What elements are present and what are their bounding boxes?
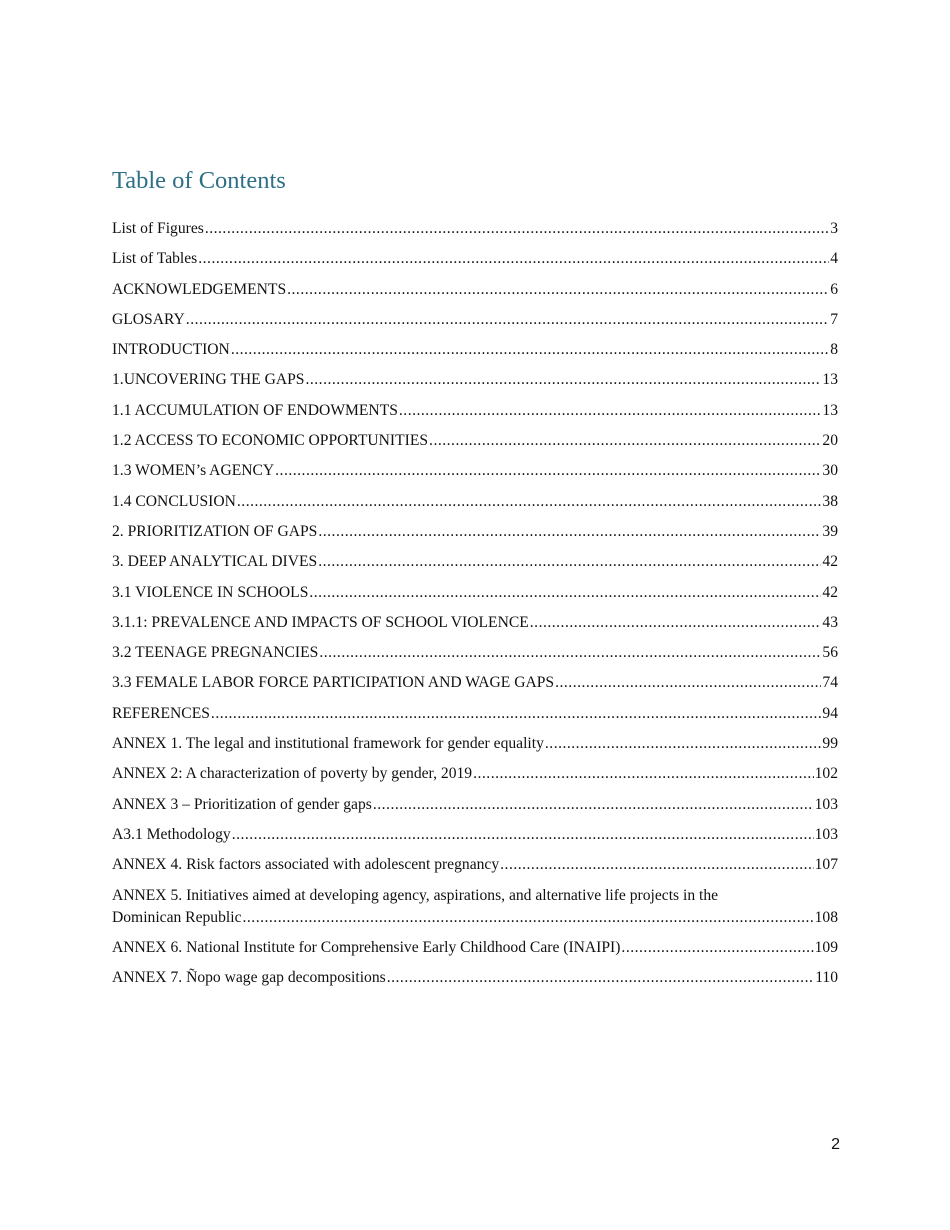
toc-entry-label: 3.2 TEENAGE PREGNANCIES — [112, 644, 319, 662]
toc-entry-uncovering-the-gaps[interactable] — [112, 369, 838, 391]
toc-entry-page: 30 — [822, 462, 838, 480]
toc-entry-page: 43 — [822, 613, 838, 631]
dot-leader — [211, 703, 821, 725]
dot-leader — [373, 794, 814, 816]
dot-leader — [318, 521, 821, 543]
toc-entry-page: 108 — [814, 908, 838, 926]
toc-entry-label-line2: Dominican Republic — [112, 908, 242, 926]
toc-entry-page: 56 — [822, 644, 838, 662]
dot-leader — [555, 672, 821, 694]
toc-entry-label-line1: ANNEX 5. Initiatives aimed at developing agency, aspirations, and alternative life projects in the — [112, 886, 719, 904]
toc-entry-label: ANNEX 3 – Prioritization of gender gaps — [112, 795, 372, 813]
toc-entry-a3-1-methodology[interactable] — [112, 824, 838, 846]
toc-entry-page: 103 — [814, 825, 838, 843]
toc-entry-label: 1.3 WOMEN’s AGENCY — [112, 462, 275, 480]
toc-entry-references[interactable] — [112, 703, 838, 725]
toc-entry-label: 1.1 ACCUMULATION OF ENDOWMENTS — [112, 401, 398, 419]
toc-entry-page: 38 — [822, 492, 838, 510]
toc-entry-page: 99 — [822, 735, 838, 753]
toc-entry-label: 1.4 CONCLUSION — [112, 492, 236, 510]
toc-entry-label: INTRODUCTION — [112, 341, 230, 359]
toc-entry-label: ANNEX 4. Risk factors associated with adolescent pregnancy — [112, 856, 500, 874]
toc-heading: Table of Contents — [112, 167, 286, 194]
dot-leader — [305, 369, 821, 391]
toc-entry-annex-4[interactable] — [112, 854, 838, 876]
dot-leader — [500, 854, 813, 876]
toc-entry-label: 1.2 ACCESS TO ECONOMIC OPPORTUNITIES — [112, 432, 429, 450]
toc-entry-list-of-figures[interactable] — [112, 218, 838, 240]
toc-entry-label: List of Tables — [112, 250, 198, 268]
toc-entry-page: 13 — [822, 401, 838, 419]
dot-leader — [309, 582, 821, 604]
toc-entry-page: 4 — [830, 250, 838, 268]
toc-entry-label: 3.3 FEMALE LABOR FORCE PARTICIPATION AND WAGE GAPS — [112, 674, 555, 692]
toc-entry-conclusion[interactable] — [112, 491, 838, 513]
dot-leader — [621, 937, 813, 959]
toc-entry-page: 109 — [814, 938, 838, 956]
dot-leader — [205, 218, 829, 240]
dot-leader — [287, 279, 829, 301]
toc-entry-womens-agency[interactable] — [112, 460, 838, 482]
toc-entry-annex-7[interactable] — [112, 967, 838, 989]
toc-entry-label: ANNEX 6. National Institute for Comprehensive Early Childhood Care (INAIPI) — [112, 938, 621, 956]
toc-entry-label: 3.1.1: PREVALENCE AND IMPACTS OF SCHOOL VIOLENCE — [112, 613, 529, 631]
toc-entry-teenage-pregnancies[interactable] — [112, 642, 838, 664]
toc-entry-deep-analytical-dives[interactable] — [112, 551, 838, 573]
toc-entry-page: 7 — [830, 310, 838, 328]
toc-entry-glosary[interactable] — [112, 309, 838, 331]
toc-entry-label: ANNEX 1. The legal and institutional framework for gender equality — [112, 735, 544, 753]
dot-leader — [186, 309, 829, 331]
toc-entry-label: 3.1 VIOLENCE IN SCHOOLS — [112, 583, 309, 601]
toc-entry-page: 3 — [830, 220, 838, 237]
toc-entry-annex-5[interactable] — [112, 885, 838, 929]
toc-entry-line2 — [112, 907, 838, 929]
toc-entry-annex-2[interactable] — [112, 763, 838, 785]
dot-leader — [545, 733, 822, 755]
toc-entry-label: 1.UNCOVERING THE GAPS — [112, 371, 305, 389]
toc-entry-page: 42 — [822, 553, 838, 571]
toc-entry-annex-6[interactable] — [112, 937, 838, 959]
dot-leader — [473, 763, 814, 785]
toc-entry-page: 94 — [822, 704, 838, 722]
dot-leader — [275, 460, 821, 482]
toc-entry-label: 2. PRIORITIZATION OF GAPS — [112, 522, 318, 540]
toc-entry-page: 6 — [830, 280, 838, 298]
toc-entry-page: 110 — [815, 969, 838, 987]
toc-entry-label: REFERENCES — [112, 704, 210, 722]
toc-entry-label: 3. DEEP ANALYTICAL DIVES — [112, 553, 318, 571]
dot-leader — [318, 551, 821, 573]
toc-entry-page: 102 — [814, 765, 838, 783]
toc-entry-list-of-tables[interactable] — [112, 248, 838, 270]
dot-leader — [530, 612, 822, 634]
dot-leader — [231, 339, 829, 361]
toc-entry-prioritization-of-gaps[interactable] — [112, 521, 838, 543]
toc-entry-label: ANNEX 7. Ñopo wage gap decompositions — [112, 969, 386, 987]
toc-entry-acknowledgements[interactable] — [112, 279, 838, 301]
toc-entry-accumulation-of-endowments[interactable] — [112, 400, 838, 422]
dot-leader — [237, 491, 822, 513]
toc-entry-label: GLOSARY — [112, 310, 185, 328]
dot-leader — [198, 248, 829, 270]
dot-leader — [387, 967, 814, 989]
toc-entry-prevalence-and-impacts[interactable] — [112, 612, 838, 634]
toc-list — [112, 218, 838, 997]
dot-leader — [319, 642, 821, 664]
toc-entry-access-to-economic-opportunities[interactable] — [112, 430, 838, 452]
toc-entry-label: ANNEX 2: A characterization of poverty by gender, 2019 — [112, 765, 473, 783]
toc-entry-female-labor-force[interactable] — [112, 672, 838, 694]
toc-entry-introduction[interactable] — [112, 339, 838, 361]
dot-leader — [243, 907, 814, 929]
toc-entry-label: List of Figures — [112, 220, 204, 237]
toc-entry-page: 42 — [822, 583, 838, 601]
toc-entry-page: 39 — [822, 522, 838, 540]
toc-entry-annex-1[interactable] — [112, 733, 838, 755]
toc-entry-page: 103 — [814, 795, 838, 813]
dot-leader — [399, 400, 822, 422]
dot-leader — [232, 824, 814, 846]
toc-entry-label: ACKNOWLEDGEMENTS — [112, 280, 287, 298]
toc-entry-page: 74 — [822, 674, 838, 692]
dot-leader — [429, 430, 821, 452]
toc-entry-page: 13 — [822, 371, 838, 389]
toc-entry-page: 8 — [830, 341, 838, 359]
toc-entry-label: A3.1 Methodology — [112, 825, 231, 843]
toc-entry-violence-in-schools[interactable] — [112, 582, 838, 604]
toc-entry-page: 107 — [814, 856, 838, 874]
toc-entry-annex-3[interactable] — [112, 794, 838, 816]
page-number: 2 — [831, 1136, 840, 1153]
toc-entry-page: 20 — [822, 432, 838, 450]
